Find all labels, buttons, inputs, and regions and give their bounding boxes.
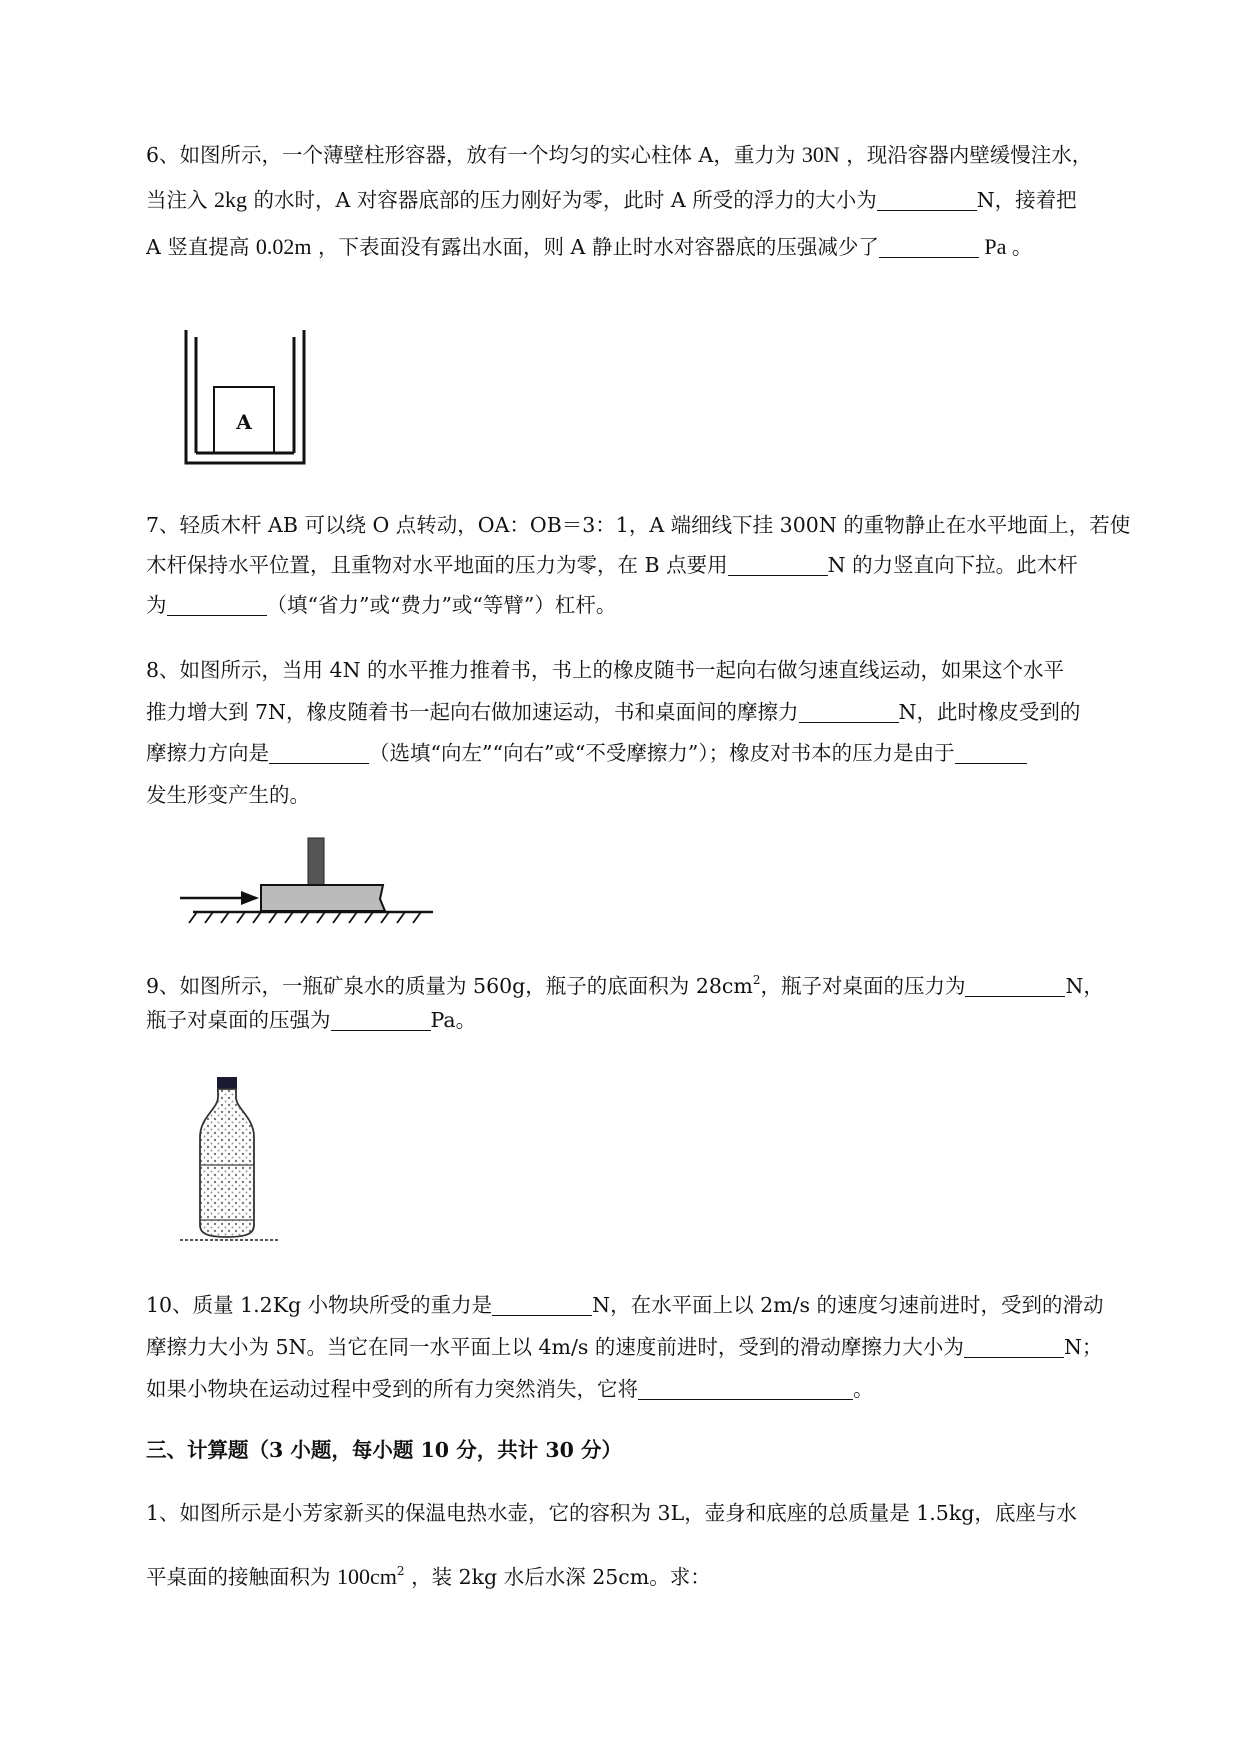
q7-line-2: 木杆保持水平位置，且重物对水平地面的压力为零，在 B 点要用 N 的力竖直向下拉。此木杆 <box>146 553 1078 577</box>
book-shape <box>261 885 385 911</box>
q7-line-1: 7、轻质木杆 AB 可以绕 O 点转动，OA：OB＝3：1，A 端细线下挂 300N 的重物静止在水平地面上，若使 <box>146 513 1131 537</box>
q6-weight-value: 30N <box>801 142 840 167</box>
q7-blank-1[interactable] <box>728 553 828 576</box>
s3-q1-area-value: 100cm <box>337 1564 397 1589</box>
q8-line-4: 发生形变产生的。 <box>146 783 310 807</box>
q6-line-1: 6、如图所示，一个薄壁柱形容器，放有一个均匀的实心柱体 A，重力为 30N ，现沿容器内壁缓慢注水， <box>146 142 1093 167</box>
eraser-shape <box>308 838 324 886</box>
q10-blank-3[interactable] <box>638 1377 853 1400</box>
q9-line-2: 瓶子对桌面的压强为 Pa。 <box>146 1008 477 1032</box>
q9-line-1: 9、如图所示，一瓶矿泉水的质量为 560g，瓶子的底面积为 $28cm^2$，瓶子对桌面的压力为 N， <box>146 973 1104 998</box>
q9-blank-1[interactable] <box>965 974 1065 997</box>
water-bottle-figure <box>178 1075 288 1250</box>
q10-blank-1[interactable] <box>492 1293 592 1316</box>
q8-line-3: 摩擦力方向是 （选填“向左”“向右”或“不受摩擦力”）；橡皮对书本的压力是由于 <box>146 738 1027 768</box>
container-walls <box>186 330 304 463</box>
q8-blank-1[interactable] <box>799 700 899 723</box>
q9-blank-2[interactable] <box>331 1008 431 1031</box>
q10-line-3: 如果小物块在运动过程中受到的所有力突然消失，它将 。 <box>146 1377 874 1401</box>
q6-line-2: 当注入 2kg 的水时，A 对容器底部的压力刚好为零，此时 A 所受的浮力的大小为 N，接着把 <box>146 187 1077 212</box>
q6-line-3: A 竖直提高 0.02m ，下表面没有露出水面，则 A 静止时水对容器底的压强减少了 Pa 。 <box>146 234 1033 259</box>
q8-blank-2[interactable] <box>269 741 369 764</box>
q7-blank-2[interactable] <box>167 593 267 616</box>
q6-mass-value: 2kg <box>214 187 248 212</box>
q8-line-1: 8、如图所示，当用 4N 的水平推力推着书，书上的橡皮随书一起向右做匀速直线运动，如果这个水平 <box>146 658 1065 682</box>
book-push-figure <box>175 835 440 930</box>
q6-blank-2[interactable] <box>879 235 979 258</box>
q8-line-2: 推力增大到 7N，橡皮随着书一起向右做加速运动，书和桌面间的摩擦力 N，此时橡皮受到的 <box>146 700 1081 724</box>
container-figure <box>180 325 320 470</box>
q6-height-value: 0.02m <box>255 234 312 259</box>
bottle-cap <box>217 1077 237 1089</box>
block-a-label: A <box>236 410 252 434</box>
q6-blank-1[interactable] <box>877 188 977 211</box>
s3-q1-line-1: 1、如图所示是小芳家新买的保温电热水壶，它的容积为 3L，壶身和底座的总质量是 1.5kg，底座与水 <box>146 1501 1077 1525</box>
q8-blank-3[interactable] <box>955 741 1027 764</box>
q10-line-1: 10、质量 1.2Kg 小物块所受的重力是 N，在水平面上以 2m/s 的速度匀速前进时，受到的滑动 <box>146 1293 1104 1317</box>
bottle-body <box>200 1089 254 1237</box>
q7-line-3: 为 （填“省力”或“费力”或“等臂”）杠杆。 <box>146 593 617 617</box>
q10-line-2: 摩擦力大小为 5N。当它在同一水平面上以 4m/s 的速度前进时，受到的滑动摩擦力大小为 N； <box>146 1335 1103 1359</box>
s3-q1-line-2: 平桌面的接触面积为 $100cm^2$ ，装 2kg 水后水深 25cm。求： <box>146 1564 711 1589</box>
section-3-heading: 三、计算题（3 小题，每小题 10 分，共计 30 分） <box>146 1438 623 1462</box>
push-arrow-head <box>241 891 259 905</box>
table-hatching <box>189 912 421 923</box>
q10-blank-2[interactable] <box>964 1335 1064 1358</box>
